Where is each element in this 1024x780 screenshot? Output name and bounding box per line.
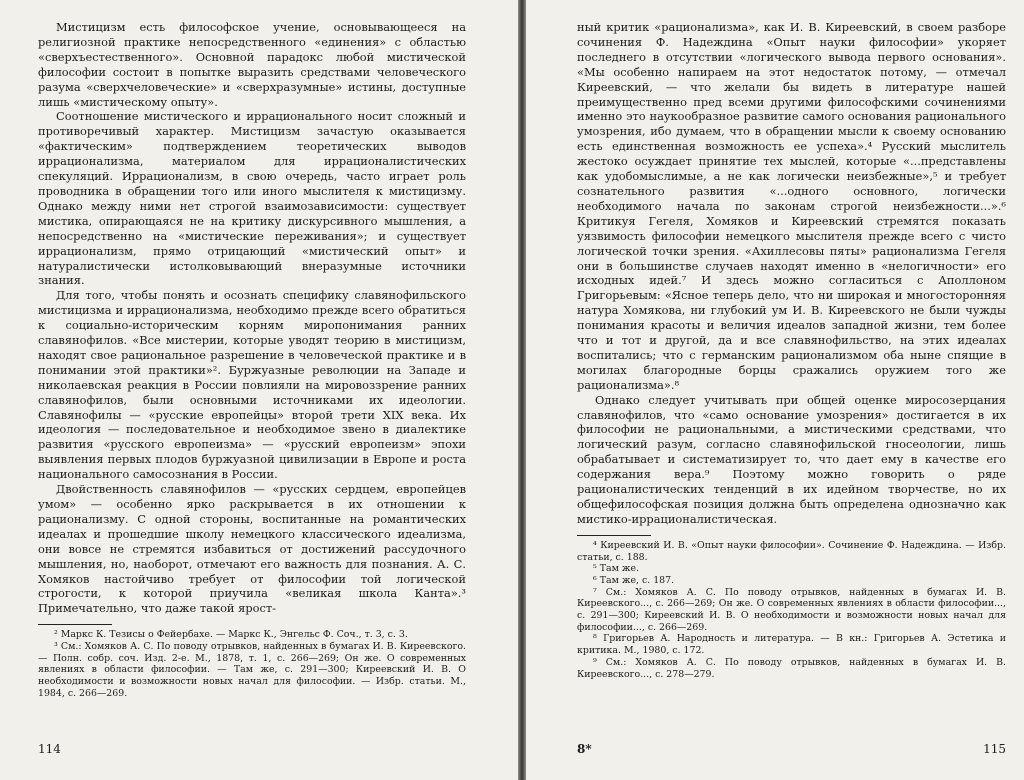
- paragraph: Соотношение мистического и иррационального носит сложный и противоречивый характер. Мистицизм зачастую оказывается «фактическим» подтверждением теоретических выводов иррационализма, материалом для иррационалистических спекуляций. Иррационализм, в свою очередь, часто играет роль проводника в обращении того или иного мыслителя к мистицизму. Однако между ними нет строгой взаимозависимости: существует мистика, опирающаяся не на критику дискурсивного мышления, а непосредственно на «мистические переживания»; и существует иррационализм, прямо отрицающий «мистический опыт» и натуралистически истолковывающий внеразумные источники знания.: [38, 109, 466, 288]
- footnote: ² Маркс К. Тезисы о Фейербахе. — Маркс К., Энгельс Ф. Соч., т. 3, с. 3.: [54, 629, 408, 641]
- right-footnotes: [577, 540, 1006, 680]
- footnote: ⁶ Там же, с. 187.: [593, 574, 675, 586]
- paragraph: ный критик «рационализма», как И. В. Киреевский, в своем разборе сочинения Ф. Надеждина «Опыт науки философии» укоряет последнего в отсутствии «логического вывода первого основания». «Мы особенно напираем на этот недостаток потому, — отмечал Киреевский, — что желали бы видеть в литературе нашей преимущественно пред всеми другими философскими сочинениями именно это наукообразное развитие самого основания рационального умозрения, ибо думаем, что в обращении мысли к своему основанию есть единственная возможность ее успеха».⁴ Русский мыслитель жестоко осуждает принятие тех мыслей, которые «...представлены как удобомыслимые, а не как логически неизбежные»,⁵ и требует сознательного развития «...одного основного, логически необходимого начала по законам строгой неизбежности...».⁶ Критикуя Гегеля, Хомяков и Киреевский стремятся показать уязвимость философии немецкого мыслителя прежде всего с чисто логической точки зрения. «Ахиллесовы пяты» рационализма Гегеля они в большинстве случаев находят именно в «нелогичности» его исходных идей.⁷ И здесь можно согласиться с Аполлоном Григорьевым: «Ясное теперь дело, что ни широкая и многосторонняя натура Хомякова, ни глубокий ум И. В. Киреевского не были чужды понимания красоты и величия идеалов западной жизни, тем более что и тот и другой, да и все славянофильство, на этих идеалах воспитались; что с германским рационализмом оба ныне спящие в могилах благородные борцы сражались оружием того же рационализма».⁸: [577, 20, 1006, 392]
- footnote-divider: [38, 624, 112, 625]
- left-footnotes: [38, 629, 466, 699]
- paragraph: Двойственность славянофилов — «русских сердцем, европейцев умом» — особенно ярко раскрывается в их отношении к рационализму. С одной стороны, воспитанные на романтических идеалах и прошедшие школу немецкого классического идеализма, они вовсе не стремятся избавиться от достижений рассудочного мышления, но, наоборот, отмечают его важность для познания. А. С. Хомяков настойчиво требует от философии той логической строгости, к которой приучила «великая школа Канта».³ Примечательно, что даже такой ярост-: [38, 482, 466, 616]
- paragraph: Однако следует учитывать при общей оценке миросозерцания славянофилов, что «само основание умозрения» достигается в их философии не рациональными, а мистическими средствами, что логический разум, согласно славянофильской гносеологии, лишь обрабатывает и систематизирует то, что дает ему в качестве его содержания вера.⁹ Поэтому можно говорить о ряде рационалистических тенденций в их идейном творчестве, но их общефилософская позиция должна быть определена однозначно как мистико-иррационалистическая.: [577, 392, 1006, 526]
- footnote: ⁵ Там же.: [593, 563, 640, 575]
- right-text-column: [577, 20, 1006, 680]
- footnote: ⁸ Григорьев А. Народность и литература. — В кн.: Григорьев А. Эстетика и критика. М., 1980, с. 172.: [577, 633, 1006, 657]
- right-body-text: [577, 20, 1006, 527]
- paragraph: Для того, чтобы понять и осознать специфику славянофильского мистицизма и иррационализма, необходимо прежде всего обратиться к социально-историческим корням миропонимания ранних славянофилов. «Все мистерии, которые уводят теорию в мистицизм, находят свое рациональное разрешение в человеческой практике и в понимании этой практики»². Буржуазные революции на Западе и николаевская реакция в России повлияли на мировоззрение ранних славянофилов, были основными источниками их идеологии. Славянофилы — «русские европейцы» второй трети XIX века. Их идеология — последовательное и необходимое звено в диалектике развития «русского европеизма» — «русский европеизм» эпохи выявления первых плодов буржуазной цивилизации в Европе и роста национального самосознания в России.: [38, 288, 466, 482]
- paragraph: Мистицизм есть философское учение, основывающееся на религиозной практике непосредственного «единения» с областью «сверхъестественного». Основной парадокс любой мистической философии состоит в попытке выразить средствами человеческого разума «сверхчеловеческие» и «сверхразумные» истины, доступные лишь «мистическому опыту».: [38, 20, 466, 109]
- left-body-text: [38, 20, 466, 616]
- footnote: ³ См.: Хомяков А. С. По поводу отрывков, найденных в бумагах И. В. Киреевского. — Полн. собр. соч. Изд. 2-е. М., 1878, т. 1, с. 266—269; Он же. О современных явлениях в области философии. — Там же, с. 291—300; Киреевский И. В. О необходимости и возможности новых начал для философии. — Избр. статьи. М., 1984, с. 266—269.: [38, 640, 466, 699]
- footnote: ⁷ См.: Хомяков А. С. По поводу отрывков, найденных в бумагах И. В. Киреевского..., с. 266—269; Он же. О современных явлениях в области философии..., с. 291—300; Киреевский И. В. О необходимости и возможности новых начал для философии..., с. 266—269.: [577, 586, 1006, 633]
- signature-mark: 8*: [577, 742, 592, 756]
- page-number-right: 115: [983, 742, 1006, 756]
- left-text-column: [38, 20, 466, 699]
- book-gutter: [518, 0, 526, 780]
- page-number-left: 114: [38, 742, 61, 756]
- footnote-divider: [577, 535, 651, 536]
- right-page: [526, 0, 1024, 780]
- footnote: ⁴ Киреевский И. В. «Опыт науки философии». Сочинение Ф. Надеждина. — Избр. статьи, с. 188.: [577, 539, 1006, 563]
- footnote: ⁹ См.: Хомяков А. С. По поводу отрывков, найденных в бумагах И. В. Киреевского..., с. 278—279.: [577, 656, 1006, 680]
